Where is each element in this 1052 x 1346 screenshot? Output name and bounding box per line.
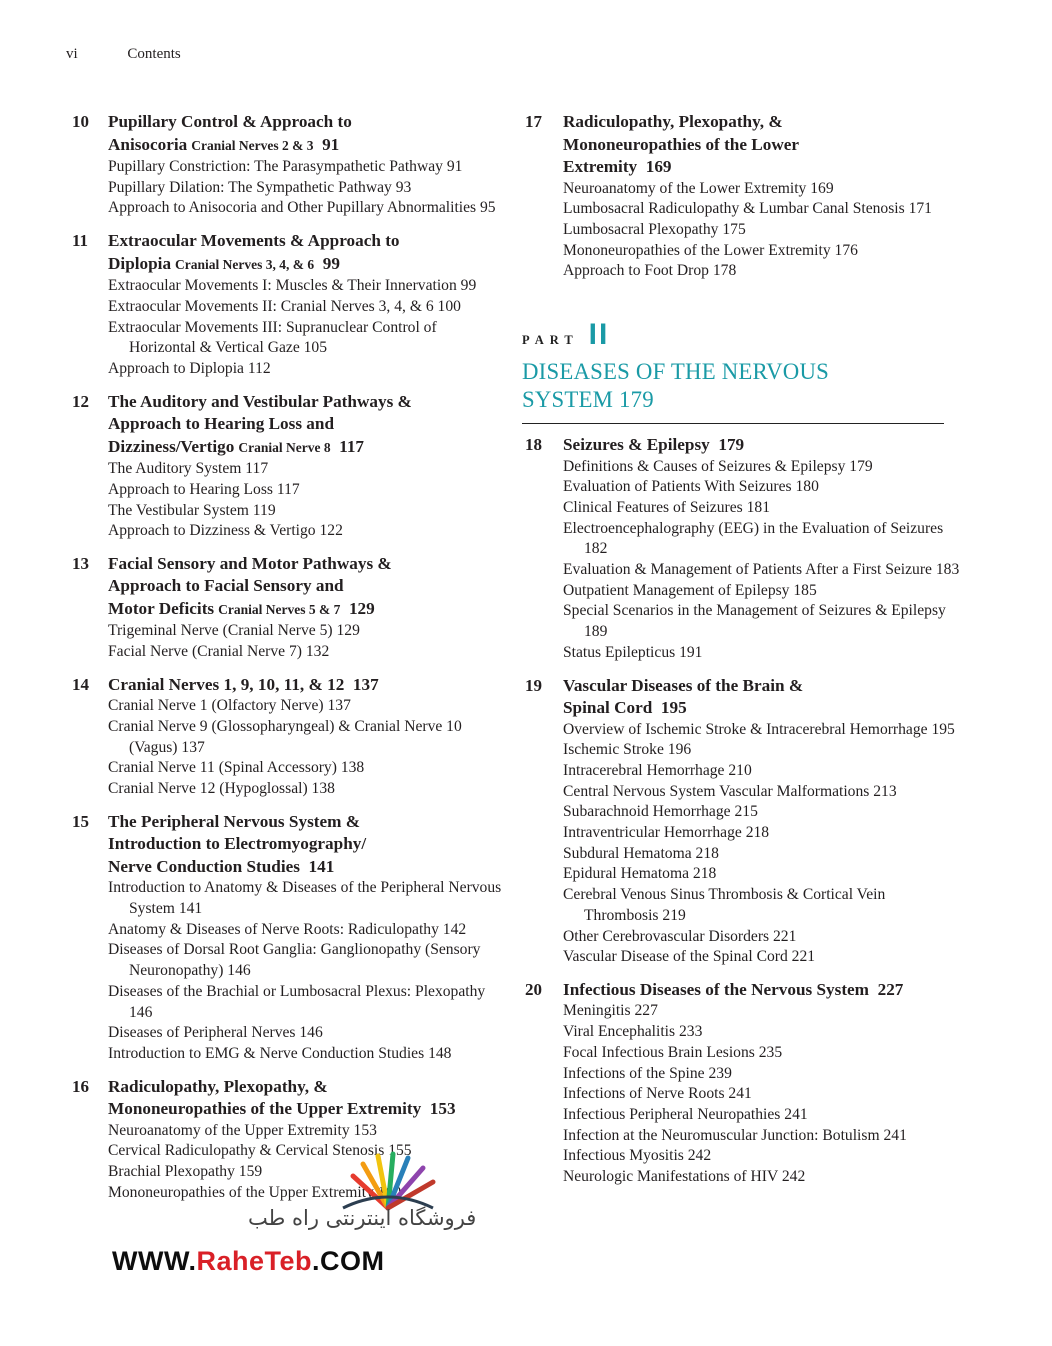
watermark-url-prefix: WWW. <box>112 1246 197 1276</box>
chapter-page-number: 153 <box>429 1099 456 1119</box>
toc-entry: Vascular Disease of the Spinal Cord 221 <box>563 948 816 966</box>
toc-entry: Epidural Hematoma 218 <box>563 865 717 883</box>
chapter-16 <box>66 1076 506 1204</box>
toc-entry: Overview of Ischemic Stroke & Intracerebral Hemorrhage 195 <box>563 720 955 738</box>
toc-column-right <box>521 111 961 1199</box>
chapter-13 <box>66 553 506 663</box>
toc-entry: Approach to Diplopia 112 <box>108 359 271 377</box>
chapter-title-text: Dizziness/Vertigo <box>108 436 235 456</box>
chapter-title-line: Radiculopathy, Plexopathy, & <box>108 1076 328 1096</box>
toc-entry: Clinical Features of Seizures 181 <box>563 498 770 516</box>
chapter-page-number: 227 <box>877 979 904 999</box>
part-title-line2: SYSTEM 179 <box>522 387 654 413</box>
toc-entry: Approach to Foot Drop 178 <box>563 262 737 280</box>
toc-entry: Trigeminal Nerve (Cranial Nerve 5) 129 <box>108 622 360 640</box>
chapter-body <box>108 1076 506 1204</box>
toc-entry: Introduction to Anatomy & Diseases of the Peripheral Nervous System 141 <box>108 879 502 918</box>
toc-entry: Infection at the Neuromuscular Junction: Botulism 241 <box>563 1126 907 1144</box>
chapter-title-line <box>108 134 506 158</box>
toc-entry: Brachial Plexopathy 159 <box>108 1163 263 1181</box>
toc-entry: Definitions & Causes of Seizures & Epilepsy 179 <box>563 457 873 475</box>
chapter-11 <box>66 230 506 380</box>
toc-entry: The Auditory System 117 <box>108 460 269 478</box>
toc-entry: Cranial Nerve 9 (Glossopharyngeal) & Cranial Nerve 10 (Vagus) 137 <box>108 718 462 756</box>
toc-entry: Cerebral Venous Sinus Thrombosis & Cortical Vein Thrombosis 219 <box>563 886 886 924</box>
part-heading <box>521 320 961 424</box>
chapter-title-text: Diplopia <box>108 253 172 273</box>
chapter-title-text: Infectious Diseases of the Nervous System <box>563 979 870 999</box>
chapter-list-part1 <box>521 111 961 282</box>
chapter-title-line <box>108 1098 506 1121</box>
toc-entry: Lumbosacral Plexopathy 175 <box>563 220 746 238</box>
chapter-title-line <box>108 598 506 622</box>
chapter-12 <box>66 391 506 542</box>
toc-entry: Electroencephalography (EEG) in the Evaluation of Seizures 182 <box>563 519 944 558</box>
chapter-title-line: Radiculopathy, Plexopathy, & <box>563 112 783 131</box>
watermark-url <box>112 1246 385 1277</box>
chapter-body <box>108 553 506 663</box>
chapter-body <box>108 111 506 219</box>
chapter-15 <box>66 811 506 1065</box>
toc-entry: Diseases of the Brachial or Lumbosacral Plexus: Plexopathy 146 <box>108 982 486 1021</box>
chapter-title-line <box>108 436 506 460</box>
chapter-19 <box>521 675 961 968</box>
chapter-title-line <box>108 856 506 879</box>
chapter-20 <box>521 979 961 1188</box>
chapter-title-text: Spinal Cord <box>563 698 653 718</box>
page-header <box>66 46 181 63</box>
toc-entry: Extraocular Movements II: Cranial Nerves 3, 4, & 6 100 <box>108 297 461 315</box>
toc-entry: Evaluation of Patients With Seizures 180 <box>563 478 819 496</box>
chapter-title-line: The Peripheral Nervous System & <box>108 811 361 831</box>
chapter-number: 18 <box>525 435 542 455</box>
toc-entry: Ischemic Stroke 196 <box>563 741 692 759</box>
toc-entry: Cervical Radiculopathy & Cervical Stenosis 155 <box>108 1142 412 1160</box>
chapter-number: 12 <box>72 391 89 411</box>
toc-entry: Neuroanatomy of the Upper Extremity 153 <box>108 1121 377 1139</box>
toc-entry: Focal Infectious Brain Lesions 235 <box>563 1043 783 1061</box>
toc-entry: Diseases of Peripheral Nerves 146 <box>108 1024 323 1042</box>
chapter-title-line <box>563 156 961 179</box>
toc-entry: Evaluation & Management of Patients After a First Seizure 183 <box>563 561 960 579</box>
watermark-url-brand: RaheTeb <box>196 1246 312 1276</box>
toc-entry: Infectious Peripheral Neuropathies 241 <box>563 1106 808 1123</box>
chapter-page-number: 117 <box>339 436 365 456</box>
chapter-title-line <box>108 253 506 277</box>
chapter-title-text: Motor Deficits <box>108 598 215 618</box>
chapter-title-line <box>563 434 961 457</box>
toc-entry: Neuroanatomy of the Lower Extremity 169 <box>563 179 834 197</box>
cranial-nerves-label: Cranial Nerve 8 <box>238 439 331 455</box>
chapter-14 <box>66 674 506 800</box>
chapter-page-number: 169 <box>645 157 672 176</box>
chapter-number: 10 <box>72 112 89 131</box>
toc-entry: Lumbosacral Radiculopathy & Lumbar Canal Stenosis 171 <box>563 200 932 218</box>
chapter-title-text: Seizures & Epilepsy <box>563 435 710 455</box>
chapter-body <box>108 391 506 542</box>
toc-entry: Central Nervous System Vascular Malformations 213 <box>563 782 897 800</box>
chapter-page-number: 137 <box>352 674 379 694</box>
chapter-number: 17 <box>525 112 542 131</box>
chapter-title-line <box>563 979 961 1002</box>
part-title <box>522 358 961 414</box>
toc-entry: Subdural Hematoma 218 <box>563 844 719 862</box>
chapter-title-line: Approach to Facial Sensory and <box>108 576 344 596</box>
chapter-number: 15 <box>72 811 89 831</box>
toc-entry: Pupillary Dilation: The Sympathetic Pathway 93 <box>108 178 412 196</box>
part-word: PART <box>522 333 579 348</box>
chapter-title-line <box>563 697 961 720</box>
chapter-body <box>563 111 961 282</box>
chapter-number: 16 <box>72 1076 89 1096</box>
running-title: Contents <box>127 46 181 62</box>
toc-entry: Subarachnoid Hemorrhage 215 <box>563 803 758 821</box>
toc-entry: Outpatient Management of Epilepsy 185 <box>563 581 817 599</box>
toc-entry: Cranial Nerve 11 (Spinal Accessory) 138 <box>108 759 365 777</box>
chapter-title-text: Cranial Nerves 1, 9, 10, 11, & 12 <box>108 674 345 694</box>
toc-entry: Cranial Nerve 1 (Olfactory Nerve) 137 <box>108 697 351 715</box>
chapter-number: 14 <box>72 674 89 694</box>
chapter-title-line <box>108 674 506 697</box>
chapter-body <box>108 674 506 800</box>
cranial-nerves-label: Cranial Nerves 3, 4, & 6 <box>175 256 315 272</box>
chapter-page-number: 129 <box>348 598 375 618</box>
chapter-page-number: 99 <box>322 253 340 273</box>
chapter-number: 19 <box>525 675 542 695</box>
chapter-body <box>108 811 506 1065</box>
toc-entry: Viral Encephalitis 233 <box>563 1023 703 1041</box>
chapter-title-line: Introduction to Electromyography/ <box>108 834 367 854</box>
watermark-persian-text: فروشگاه اینترنتی راه طب <box>248 1206 477 1230</box>
toc-entry: Diseases of Dorsal Root Ganglia: Ganglionopathy (Sensory Neuronopathy) 146 <box>108 941 481 980</box>
toc-entry: Neurologic Manifestations of HIV 242 <box>563 1168 806 1186</box>
toc-entry: Extraocular Movements I: Muscles & Their Innervation 99 <box>108 277 477 295</box>
toc-entry: Other Cerebrovascular Disorders 221 <box>563 927 797 945</box>
chapter-page-number: 179 <box>718 435 745 455</box>
toc-entry: Special Scenarios in the Management of Seizures & Epilepsy 189 <box>563 602 946 641</box>
chapter-title-line: Pupillary Control & Approach to <box>108 112 352 131</box>
chapter-17 <box>521 111 961 282</box>
chapter-number: 11 <box>72 231 89 251</box>
chapter-title-text: Anisocoria <box>108 134 188 154</box>
page-number: vi <box>66 46 78 62</box>
chapter-number: 13 <box>72 553 89 573</box>
toc-entry: Anatomy & Diseases of Nerve Roots: Radiculopathy 142 <box>108 920 467 938</box>
chapter-page-number: 141 <box>308 856 335 876</box>
part-title-line1: DISEASES OF THE NERVOUS <box>522 359 829 385</box>
toc-column-left <box>66 111 506 1215</box>
toc-entry: Infections of Nerve Roots 241 <box>563 1085 752 1103</box>
toc-entry: The Vestibular System 119 <box>108 501 276 519</box>
chapter-title-line: Extraocular Movements & Approach to <box>108 231 400 251</box>
chapter-title-line: Vascular Diseases of the Brain & <box>563 675 804 695</box>
chapter-body <box>108 230 506 380</box>
toc-entry: Meningitis 227 <box>563 1002 658 1020</box>
watermark-url-suffix: .COM <box>312 1246 385 1276</box>
toc-entry: Approach to Hearing Loss 117 <box>108 480 300 498</box>
toc-entry: Infections of the Spine 239 <box>563 1064 732 1082</box>
toc-entry: Mononeuropathies of the Lower Extremity 176 <box>563 241 858 259</box>
toc-entry: Mononeuropathies of the Upper Extremity 160 <box>108 1183 402 1201</box>
toc-entry: Intraventricular Hemorrhage 218 <box>563 824 770 842</box>
chapter-number: 20 <box>525 979 542 999</box>
chapter-10 <box>66 111 506 219</box>
chapter-title-line: Approach to Hearing Loss and <box>108 414 335 434</box>
cranial-nerves-label: Cranial Nerves 5 & 7 <box>218 601 341 617</box>
part-numeral: II <box>588 318 610 352</box>
toc-entry: Intracerebral Hemorrhage 210 <box>563 761 752 779</box>
part-divider <box>522 423 944 424</box>
chapter-18 <box>521 434 961 664</box>
chapter-page-number: 195 <box>660 698 687 718</box>
chapter-title-line: The Auditory and Vestibular Pathways & <box>108 391 412 411</box>
chapter-body <box>563 979 961 1188</box>
chapter-body <box>563 434 961 664</box>
toc-entry: Introduction to EMG & Nerve Conduction Studies 148 <box>108 1044 452 1062</box>
chapter-title-line: Facial Sensory and Motor Pathways & <box>108 553 392 573</box>
cranial-nerves-label: Cranial Nerves 2 & 3 <box>191 137 314 153</box>
chapter-list-part2 <box>521 434 961 1188</box>
toc-entry: Status Epilepticus 191 <box>563 643 703 661</box>
toc-entry: Approach to Dizziness & Vertigo 122 <box>108 522 343 540</box>
part-label <box>522 320 961 350</box>
chapter-title-line: Mononeuropathies of the Lower <box>563 134 800 154</box>
toc-entry: Infectious Myositis 242 <box>563 1147 712 1165</box>
toc-entry: Extraocular Movements III: Supranuclear Control of Horizontal & Vertical Gaze 105 <box>108 318 437 357</box>
chapter-title-text: Mononeuropathies of the Upper Extremity <box>108 1099 422 1119</box>
toc-entry: Pupillary Constriction: The Parasympathetic Pathway 91 <box>108 158 463 175</box>
toc-entry: Approach to Anisocoria and Other Pupillary Abnormalities 95 <box>108 199 496 217</box>
chapter-page-number: 91 <box>322 134 340 154</box>
chapter-body <box>563 675 961 968</box>
chapter-title-text: Extremity <box>563 157 638 176</box>
toc-entry: Cranial Nerve 12 (Hypoglossal) 138 <box>108 780 335 798</box>
chapter-title-text: Nerve Conduction Studies <box>108 856 300 876</box>
toc-entry: Facial Nerve (Cranial Nerve 7) 132 <box>108 643 330 661</box>
